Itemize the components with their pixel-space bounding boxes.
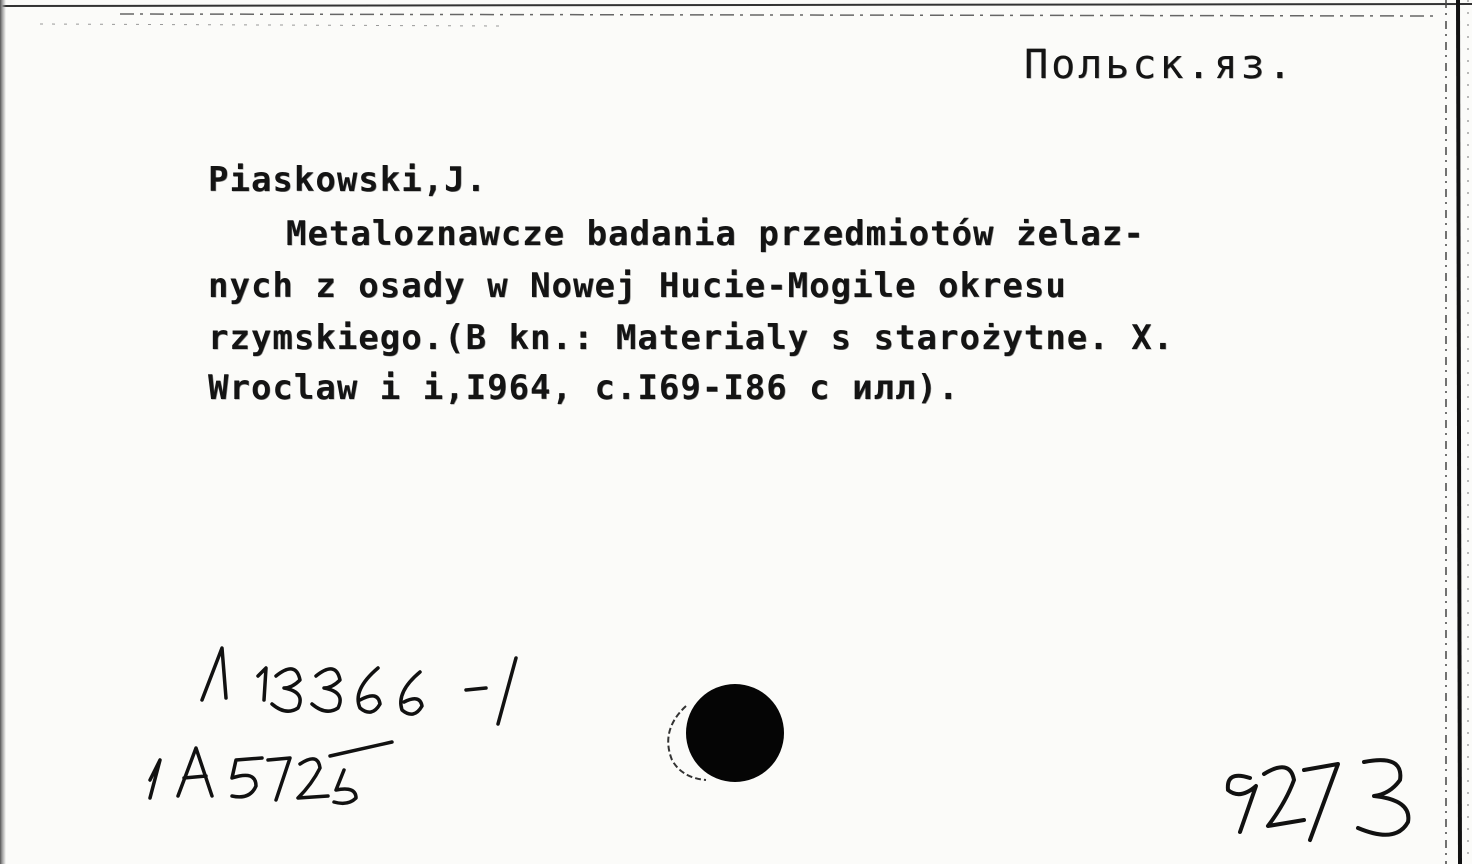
handwritten-card-number [1228,760,1409,840]
description-line: nych z osady w Nowej Hucie-Mogile okresu [208,266,1067,306]
author-name: Piaskowski,J. [208,160,488,200]
card-right-edge [1438,0,1472,864]
card-top-edge [0,0,1472,30]
category-heading: Польск.яз. [1024,42,1295,88]
description-line: Wroclaw i i,I964, с.I69-I86 с илл). [208,368,960,408]
punch-hole-shadow [656,700,736,786]
handwritten-shelf-number [202,648,516,724]
handwritten-inventory-code [150,742,392,803]
card-left-edge [0,0,6,864]
description-line: rzymskiego.(В kn.: Materialy s starożytne. X. [208,318,1175,358]
description-line: Metaloznawcze badania przedmiotów żelaz- [286,214,1145,254]
